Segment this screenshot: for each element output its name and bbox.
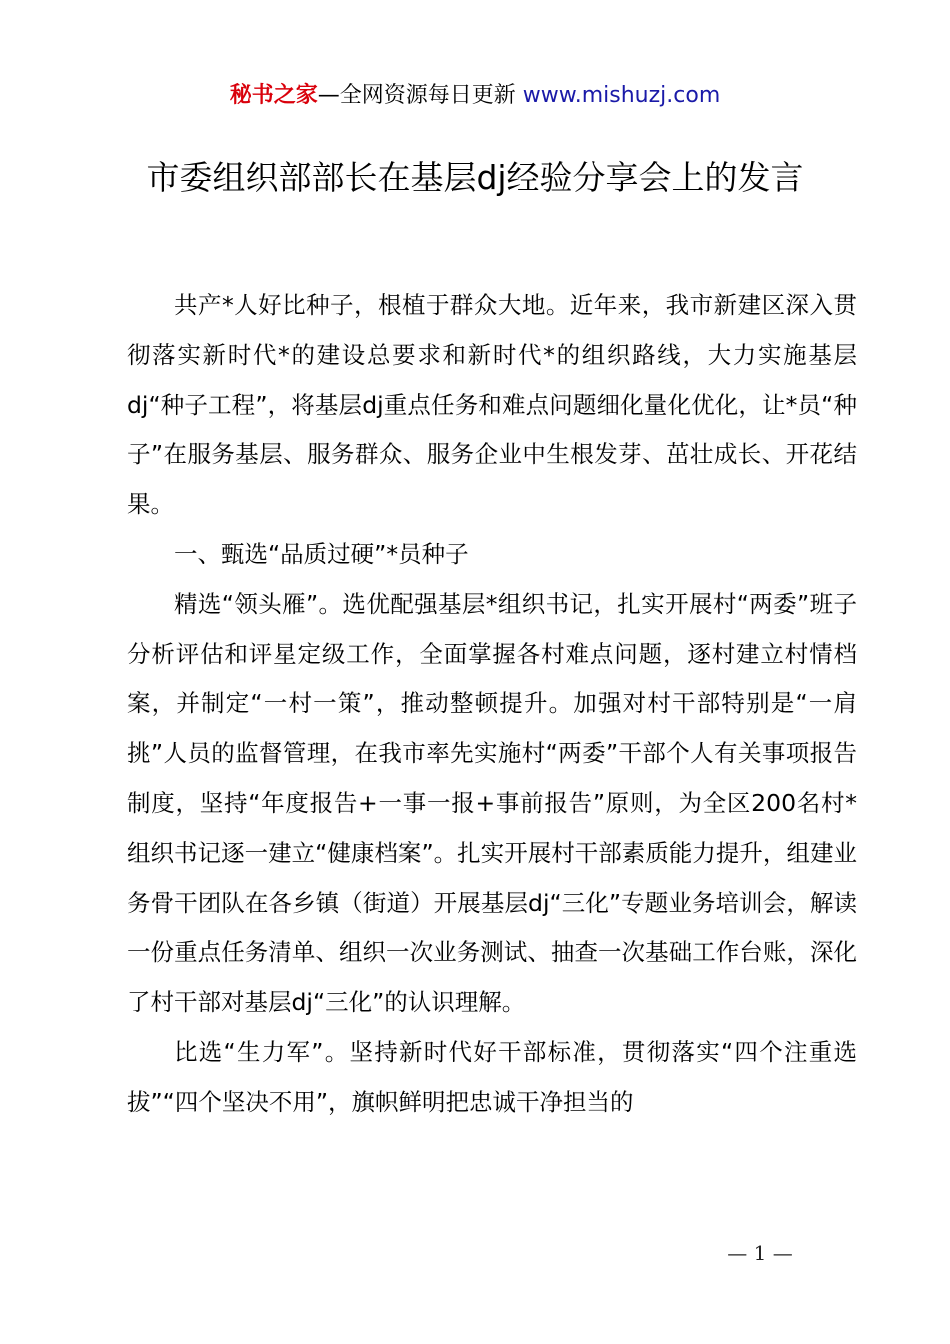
site-url-link[interactable]: www.mishuzj.com (522, 83, 721, 108)
intro-paragraph: 共产*人好比种子，根植于群众大地。近年来，我市新建区深入贯彻落实新时代*的建设总要求和新时代*的组织路线，大力实施基层dj“种子工程”，将基层dj重点任务和难点问题细化量化优化，让*员“种子”在服务基层、服务群众、服务企业中生根发芽、茁壮成长、开花结果。 (127, 291, 857, 519)
body-paragraph: 比选“生力军”。坚持新时代好干部标准，贯彻落实“四个注重选拔”“四个坚决不用”，旗帜鲜明把忠诚干净担当的 (127, 1037, 857, 1116)
site-brand: 秘书之家 (229, 83, 318, 108)
document-title: 市委组织部部长在基层dj经验分享会上的发言 (146, 158, 804, 197)
body-paragraph: 精选“领头雁”。选优配强基层*组织书记，扎实开展村“两委”班子分析评估和评星定级工作，全面掌握各村难点问题，逐村建立村情档案，并制定“一村一策”，推动整顿提升。加强对村干部特别是“一肩挑”人员的监督管理，在我市率先实施村“两委”干部个人有关事项报告制度，坚持“年度报告+一事一报+事前报告”原则，为全区200名村*组织书记逐一建立“健康档案”。扎实开展村干部素质能力提升，组建业务骨干团队在各乡镇（街道）开展基层dj“三化”专题业务培训会，解读一份重点任务清单、组织一次业务测试、抽查一次基础工作台账，深化了村干部对基层dj“三化”的认识理解。 (127, 589, 857, 1017)
section-heading: 一、甄选“品质过硬”*员种子 (174, 539, 469, 568)
site-header (0, 80, 950, 112)
document-body (127, 281, 857, 1128)
page-number: — 1 — (727, 1241, 793, 1265)
site-tagline: —全网资源每日更新 (317, 83, 516, 108)
